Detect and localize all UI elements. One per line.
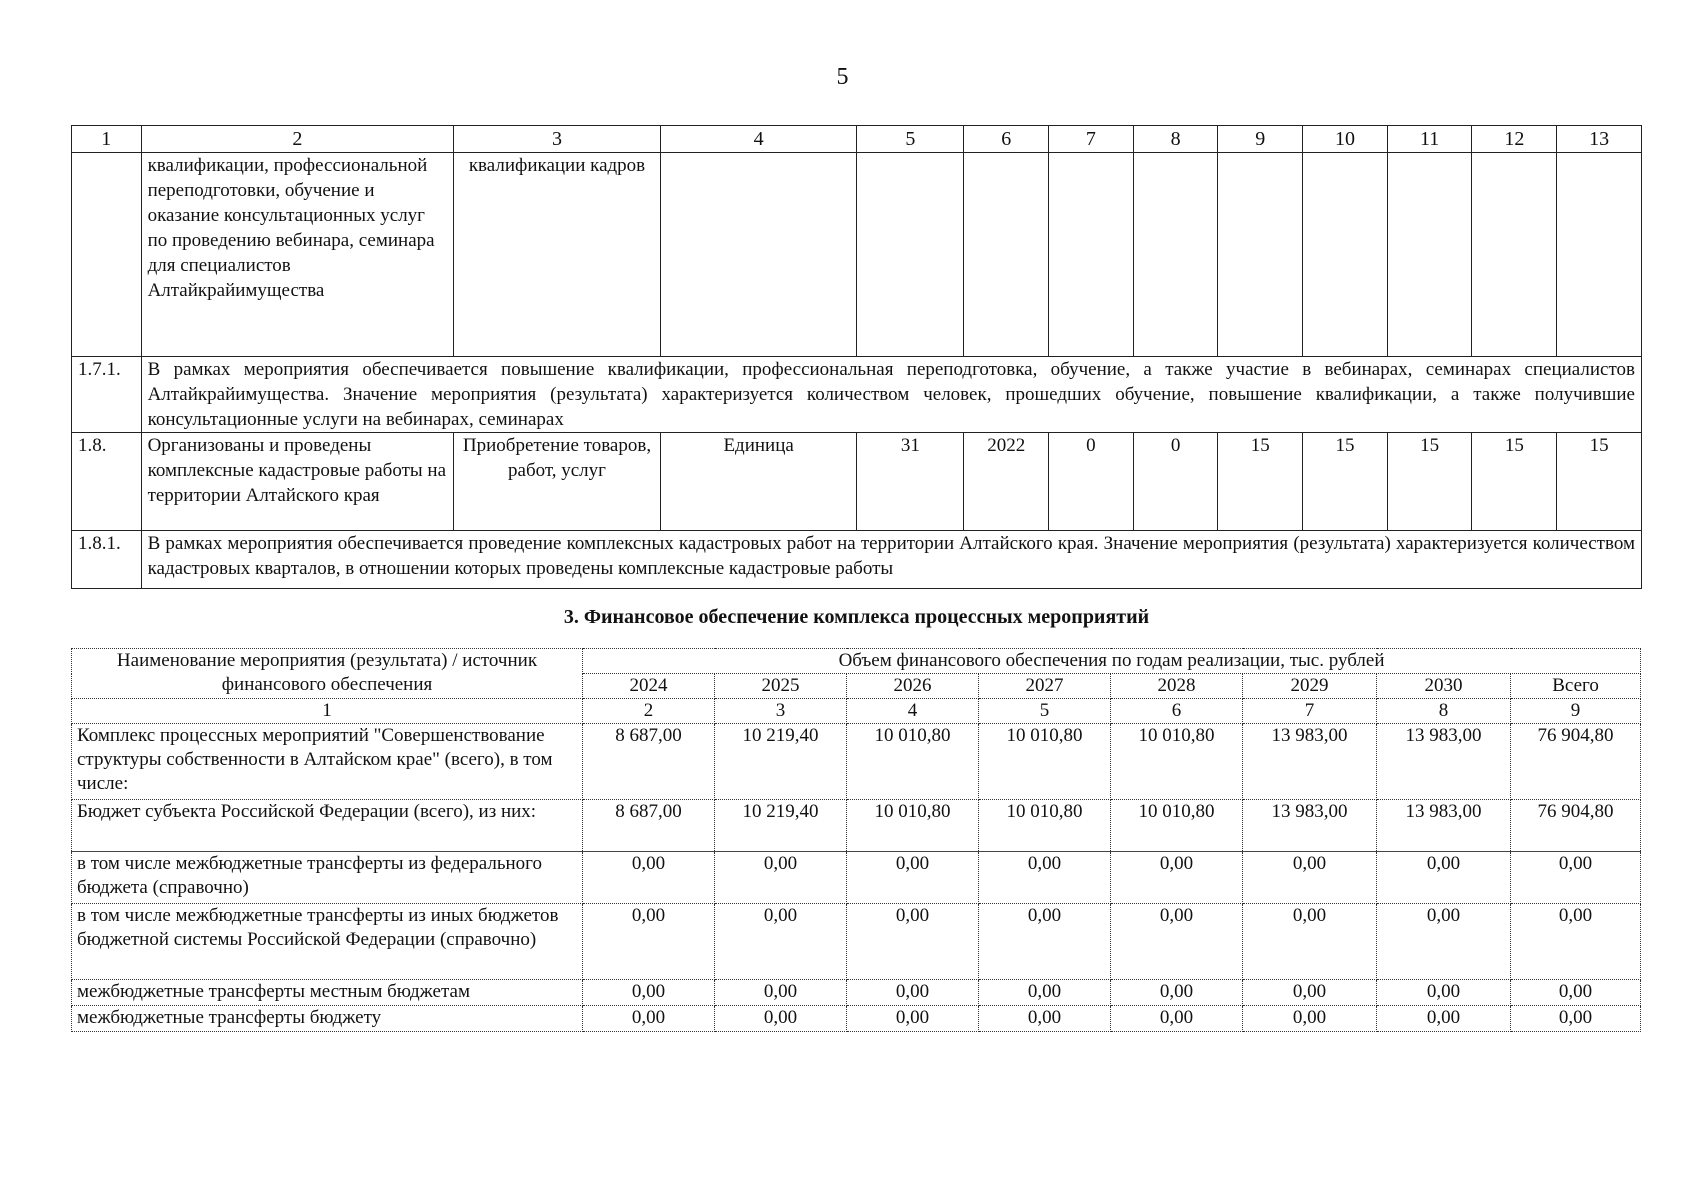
finance-value: 0,00 bbox=[1377, 904, 1511, 980]
header-name: Наименование мероприятия (результата) / источник финансового обеспечения bbox=[72, 649, 583, 699]
finance-value: 8 687,00 bbox=[583, 800, 715, 852]
header-volume: Объем финансового обеспечения по годам реализации, тыс. рублей bbox=[583, 649, 1641, 674]
column-number: 5 bbox=[857, 126, 964, 153]
finance-value: 0,00 bbox=[847, 1006, 979, 1032]
finance-value: 10 010,80 bbox=[979, 800, 1111, 852]
finance-row-name: в том числе межбюджетные трансферты из федерального бюджета (справочно) bbox=[72, 852, 583, 904]
finance-row bbox=[72, 904, 1641, 980]
column-number: 7 bbox=[1049, 126, 1134, 153]
finance-row bbox=[72, 724, 1641, 800]
finance-value: 8 687,00 bbox=[583, 724, 715, 800]
finance-value: 13 983,00 bbox=[1377, 724, 1511, 800]
finance-header-row bbox=[72, 649, 1641, 674]
finance-value: 0,00 bbox=[1111, 980, 1243, 1006]
year-value: 0 bbox=[1133, 433, 1218, 531]
row-number: 1.7.1. bbox=[72, 357, 142, 433]
description-row bbox=[72, 531, 1642, 589]
column-number: 1 bbox=[72, 699, 583, 724]
finance-value: 0,00 bbox=[1111, 1006, 1243, 1032]
row-description: В рамках мероприятия обеспечивается повышение квалификации, профессиональная переподготовка, обучение, а также участие в вебинарах, семинарах специалистов Алтайкрайимущества. Значение мероприятия (результата) характеризуется количеством человек, прошедших обучение, повышение квалификации, а также получившие консультационные услуги на вебинарах, семинарах bbox=[141, 357, 1641, 433]
finance-value: 0,00 bbox=[1511, 904, 1641, 980]
finance-row bbox=[72, 980, 1641, 1006]
finance-value: 0,00 bbox=[1511, 852, 1641, 904]
finance-value: 76 904,80 bbox=[1511, 800, 1641, 852]
year-value bbox=[1472, 153, 1557, 357]
finance-row-name: межбюджетные трансферты бюджету bbox=[72, 1006, 583, 1032]
finance-row-name: межбюджетные трансферты местным бюджетам bbox=[72, 980, 583, 1006]
finance-value: 10 219,40 bbox=[715, 724, 847, 800]
finance-table bbox=[71, 648, 1641, 1032]
column-number: 1 bbox=[72, 126, 142, 153]
finance-row bbox=[72, 852, 1641, 904]
year-value bbox=[1387, 153, 1472, 357]
finance-value: 0,00 bbox=[715, 904, 847, 980]
year-value: 15 bbox=[1557, 433, 1642, 531]
year-value bbox=[1557, 153, 1642, 357]
finance-value: 0,00 bbox=[1377, 852, 1511, 904]
year-header: 2029 bbox=[1243, 674, 1377, 699]
finance-value: 0,00 bbox=[1243, 904, 1377, 980]
column-number: 9 bbox=[1218, 126, 1303, 153]
unit: Единица bbox=[660, 433, 857, 531]
finance-value: 0,00 bbox=[847, 852, 979, 904]
finance-value: 0,00 bbox=[1111, 852, 1243, 904]
column-number: 6 bbox=[964, 126, 1049, 153]
finance-row bbox=[72, 1006, 1641, 1032]
year-header: 2026 bbox=[847, 674, 979, 699]
year-header: Всего bbox=[1511, 674, 1641, 699]
year-value bbox=[1303, 153, 1388, 357]
finance-value: 10 010,80 bbox=[847, 724, 979, 800]
row-number: 1.8.1. bbox=[72, 531, 142, 589]
year-value: 15 bbox=[1387, 433, 1472, 531]
finance-value: 0,00 bbox=[1511, 980, 1641, 1006]
finance-value: 0,00 bbox=[715, 980, 847, 1006]
indicator-type: квалификации кадров bbox=[454, 153, 661, 357]
finance-value: 0,00 bbox=[1243, 1006, 1377, 1032]
page-number: 5 bbox=[836, 64, 849, 90]
year-value bbox=[1218, 153, 1303, 357]
finance-value: 0,00 bbox=[979, 980, 1111, 1006]
indicator-row bbox=[72, 433, 1642, 531]
finance-value: 13 983,00 bbox=[1377, 800, 1511, 852]
finance-value: 0,00 bbox=[847, 904, 979, 980]
finance-value: 13 983,00 bbox=[1243, 800, 1377, 852]
finance-value: 0,00 bbox=[1243, 980, 1377, 1006]
finance-value: 0,00 bbox=[847, 980, 979, 1006]
indicator-name: квалификации, профессиональной переподготовки, обучение и оказание консультационных услуг по проведению вебинара, семинара для специалистов Алтайкрайимущества bbox=[141, 153, 454, 357]
finance-value: 0,00 bbox=[1243, 852, 1377, 904]
finance-value: 0,00 bbox=[583, 1006, 715, 1032]
column-number: 9 bbox=[1511, 699, 1641, 724]
description-row bbox=[72, 357, 1642, 433]
year-header: 2027 bbox=[979, 674, 1111, 699]
finance-value: 13 983,00 bbox=[1243, 724, 1377, 800]
column-number: 4 bbox=[847, 699, 979, 724]
year-header: 2028 bbox=[1111, 674, 1243, 699]
year-value bbox=[1133, 153, 1218, 357]
year-value bbox=[1049, 153, 1134, 357]
indicators-header-row bbox=[72, 126, 1642, 153]
finance-value: 0,00 bbox=[979, 852, 1111, 904]
finance-value: 0,00 bbox=[715, 1006, 847, 1032]
finance-value: 0,00 bbox=[583, 852, 715, 904]
finance-value: 0,00 bbox=[979, 904, 1111, 980]
column-number: 7 bbox=[1243, 699, 1377, 724]
column-number: 3 bbox=[454, 126, 661, 153]
finance-value: 10 010,80 bbox=[1111, 724, 1243, 800]
finance-row-name: Бюджет субъекта Российской Федерации (всего), из них: bbox=[72, 800, 583, 852]
finance-value: 0,00 bbox=[583, 980, 715, 1006]
base-value bbox=[857, 153, 964, 357]
finance-value: 0,00 bbox=[1377, 1006, 1511, 1032]
finance-value: 10 010,80 bbox=[1111, 800, 1243, 852]
column-number: 12 bbox=[1472, 126, 1557, 153]
row-number bbox=[72, 153, 142, 357]
year-value: 15 bbox=[1303, 433, 1388, 531]
year-header: 2030 bbox=[1377, 674, 1511, 699]
section-title: 3. Финансовое обеспечение комплекса процессных мероприятий bbox=[563, 606, 1150, 628]
indicator-type: Приобретение товаров, работ, услуг bbox=[454, 433, 661, 531]
finance-value: 0,00 bbox=[1511, 1006, 1641, 1032]
year-value: 0 bbox=[1049, 433, 1134, 531]
indicator-name: Организованы и проведены комплексные кадастровые работы на территории Алтайского края bbox=[141, 433, 454, 531]
row-number: 1.8. bbox=[72, 433, 142, 531]
column-number: 8 bbox=[1133, 126, 1218, 153]
finance-value: 0,00 bbox=[1377, 980, 1511, 1006]
column-number: 11 bbox=[1387, 126, 1472, 153]
column-number: 8 bbox=[1377, 699, 1511, 724]
year-value: 15 bbox=[1472, 433, 1557, 531]
base-year: 2022 bbox=[964, 433, 1049, 531]
column-number: 6 bbox=[1111, 699, 1243, 724]
year-header: 2024 bbox=[583, 674, 715, 699]
finance-value: 10 010,80 bbox=[979, 724, 1111, 800]
finance-value: 10 219,40 bbox=[715, 800, 847, 852]
finance-row-name: в том числе межбюджетные трансферты из иных бюджетов бюджетной системы Российской Федерации (справочно) bbox=[72, 904, 583, 980]
finance-value: 0,00 bbox=[979, 1006, 1111, 1032]
column-number: 3 bbox=[715, 699, 847, 724]
column-number: 13 bbox=[1557, 126, 1642, 153]
column-number: 10 bbox=[1303, 126, 1388, 153]
finance-value: 0,00 bbox=[583, 904, 715, 980]
year-value: 15 bbox=[1218, 433, 1303, 531]
indicators-table bbox=[71, 125, 1642, 589]
base-year bbox=[964, 153, 1049, 357]
finance-value: 0,00 bbox=[1111, 904, 1243, 980]
column-number: 2 bbox=[141, 126, 454, 153]
finance-column-numbers-row bbox=[72, 699, 1641, 724]
indicator-row bbox=[72, 153, 1642, 357]
finance-row-name: Комплекс процессных мероприятий "Совершенствование структуры собственности в Алтайском крае" (всего), в том числе: bbox=[72, 724, 583, 800]
row-description: В рамках мероприятия обеспечивается проведение комплексных кадастровых работ на территории Алтайского края. Значение мероприятия (результата) характеризуется количеством кадастровых кварталов, в отношении которых проведены комплексные кадастровые работы bbox=[141, 531, 1641, 589]
column-number: 4 bbox=[660, 126, 857, 153]
finance-value: 76 904,80 bbox=[1511, 724, 1641, 800]
year-header: 2025 bbox=[715, 674, 847, 699]
column-number: 5 bbox=[979, 699, 1111, 724]
base-value: 31 bbox=[857, 433, 964, 531]
column-number: 2 bbox=[583, 699, 715, 724]
unit bbox=[660, 153, 857, 357]
finance-value: 10 010,80 bbox=[847, 800, 979, 852]
finance-row bbox=[72, 800, 1641, 852]
finance-value: 0,00 bbox=[715, 852, 847, 904]
